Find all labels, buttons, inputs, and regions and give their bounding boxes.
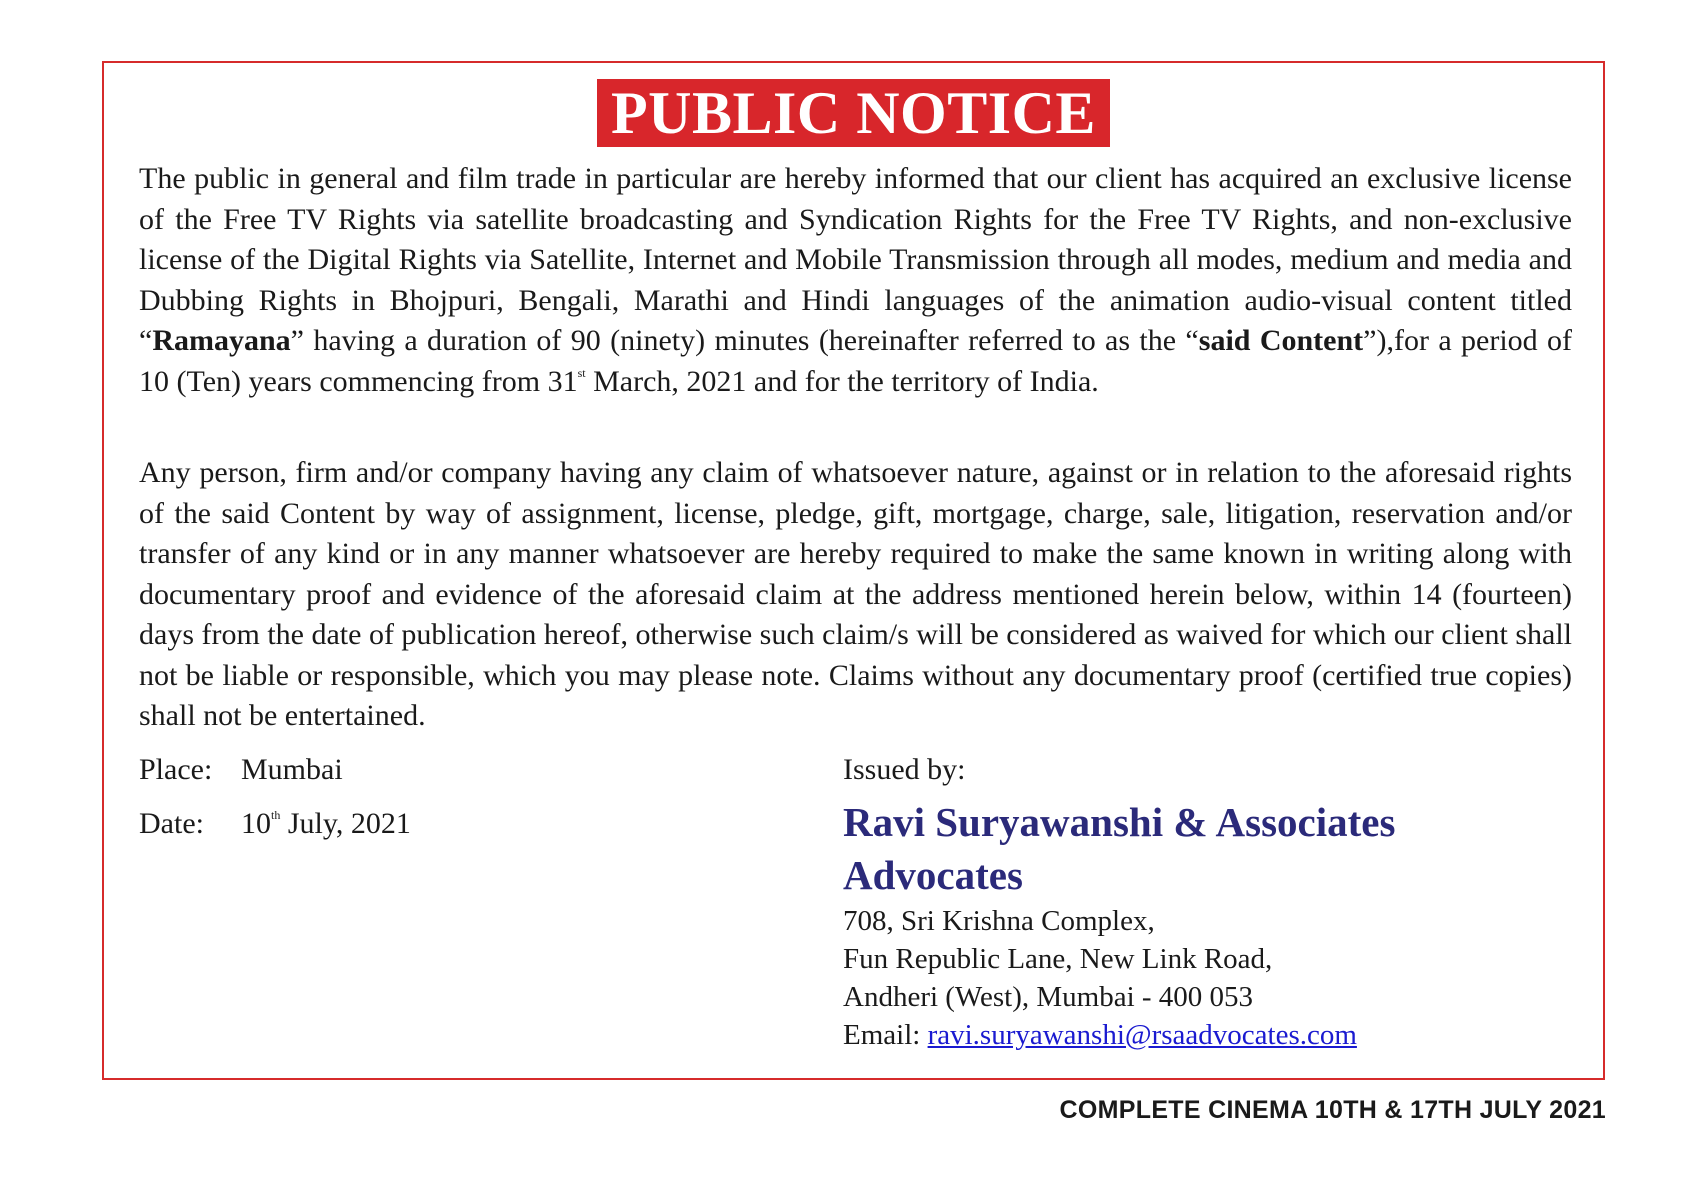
- notice-paragraph-1: [139, 159, 1572, 402]
- paragraph-1-text-3: ”),for a period of 10 (Ten) years commencing from 31: [139, 324, 1573, 398]
- paragraph-1-text: The public in general and film trade in particular are hereby informed that our client has acquired an exclusive license of the Free TV Rights via satellite broadcasting and Syndication Rights for the Free TV Rights, and non-exclusive license of the Digital Rights via Satellite, Internet and Mobile Transmission through all modes, medium and media and Dubbing Rights in Bhojpuri, Bengali, Marathi and Hindi languages of the animation audio-visual content titled “: [139, 162, 1572, 357]
- said-content-term: said Content: [1198, 324, 1364, 357]
- paragraph-1-text-4: March, 2021 and for the territory of India.: [585, 364, 1099, 398]
- content-title: Ramayana: [152, 324, 291, 357]
- issuer-block: [843, 750, 1563, 1054]
- email-link[interactable]: ravi.suryawanshi@rsaadvocates.com: [927, 1019, 1357, 1051]
- place-label: Place:: [139, 753, 213, 786]
- date-ordinal: th: [271, 808, 281, 822]
- notice-box: [102, 61, 1605, 1080]
- ordinal-suffix: st: [577, 365, 586, 380]
- firm-name: Ravi Suryawanshi & Associates Advocates: [843, 799, 1396, 898]
- email-label: Email:: [843, 1019, 921, 1051]
- email-row: [843, 1016, 1563, 1054]
- address-line-2: Fun Republic Lane, New Link Road,: [843, 943, 1273, 975]
- publication-footer: COMPLETE CINEMA 10TH & 17TH JULY 2021: [1059, 1096, 1606, 1124]
- title-wrap: [104, 79, 1603, 147]
- notice-title: PUBLIC NOTICE: [597, 79, 1110, 147]
- date-label: Date:: [139, 807, 204, 840]
- paragraph-1-text-2: ” having a duration of 90 (ninety) minutes (hereinafter referred to as the “: [290, 324, 1199, 357]
- date-rest: July, 2021: [280, 807, 411, 840]
- address-line-3: Andheri (West), Mumbai - 400 053: [843, 981, 1254, 1013]
- issued-by-label: Issued by:: [843, 753, 966, 786]
- date-row: [139, 804, 411, 844]
- place-value: Mumbai: [241, 753, 343, 786]
- address-line-1: 708, Sri Krishna Complex,: [843, 905, 1155, 937]
- notice-paragraph-2: Any person, firm and/or company having any claim of whatsoever nature, against or in relation to the aforesaid rights of the said Content by way of assignment, license, pledge, gift, mortgage, charge, sale, litigation, reservation and/or transfer of any kind or in any manner whatsoever are hereby required to make the same known in writing along with documentary proof and evidence of the aforesaid claim at the address mentioned herein below, within 14 (fourteen) days from the date of publication hereof, otherwise such claim/s will be considered as waived for which our client shall not be liable or responsible, which you may please note. Claims without any documentary proof (certified true copies) shall not be entertained.: [139, 456, 1572, 732]
- place-row: [139, 750, 343, 790]
- date-day: 10: [241, 807, 271, 840]
